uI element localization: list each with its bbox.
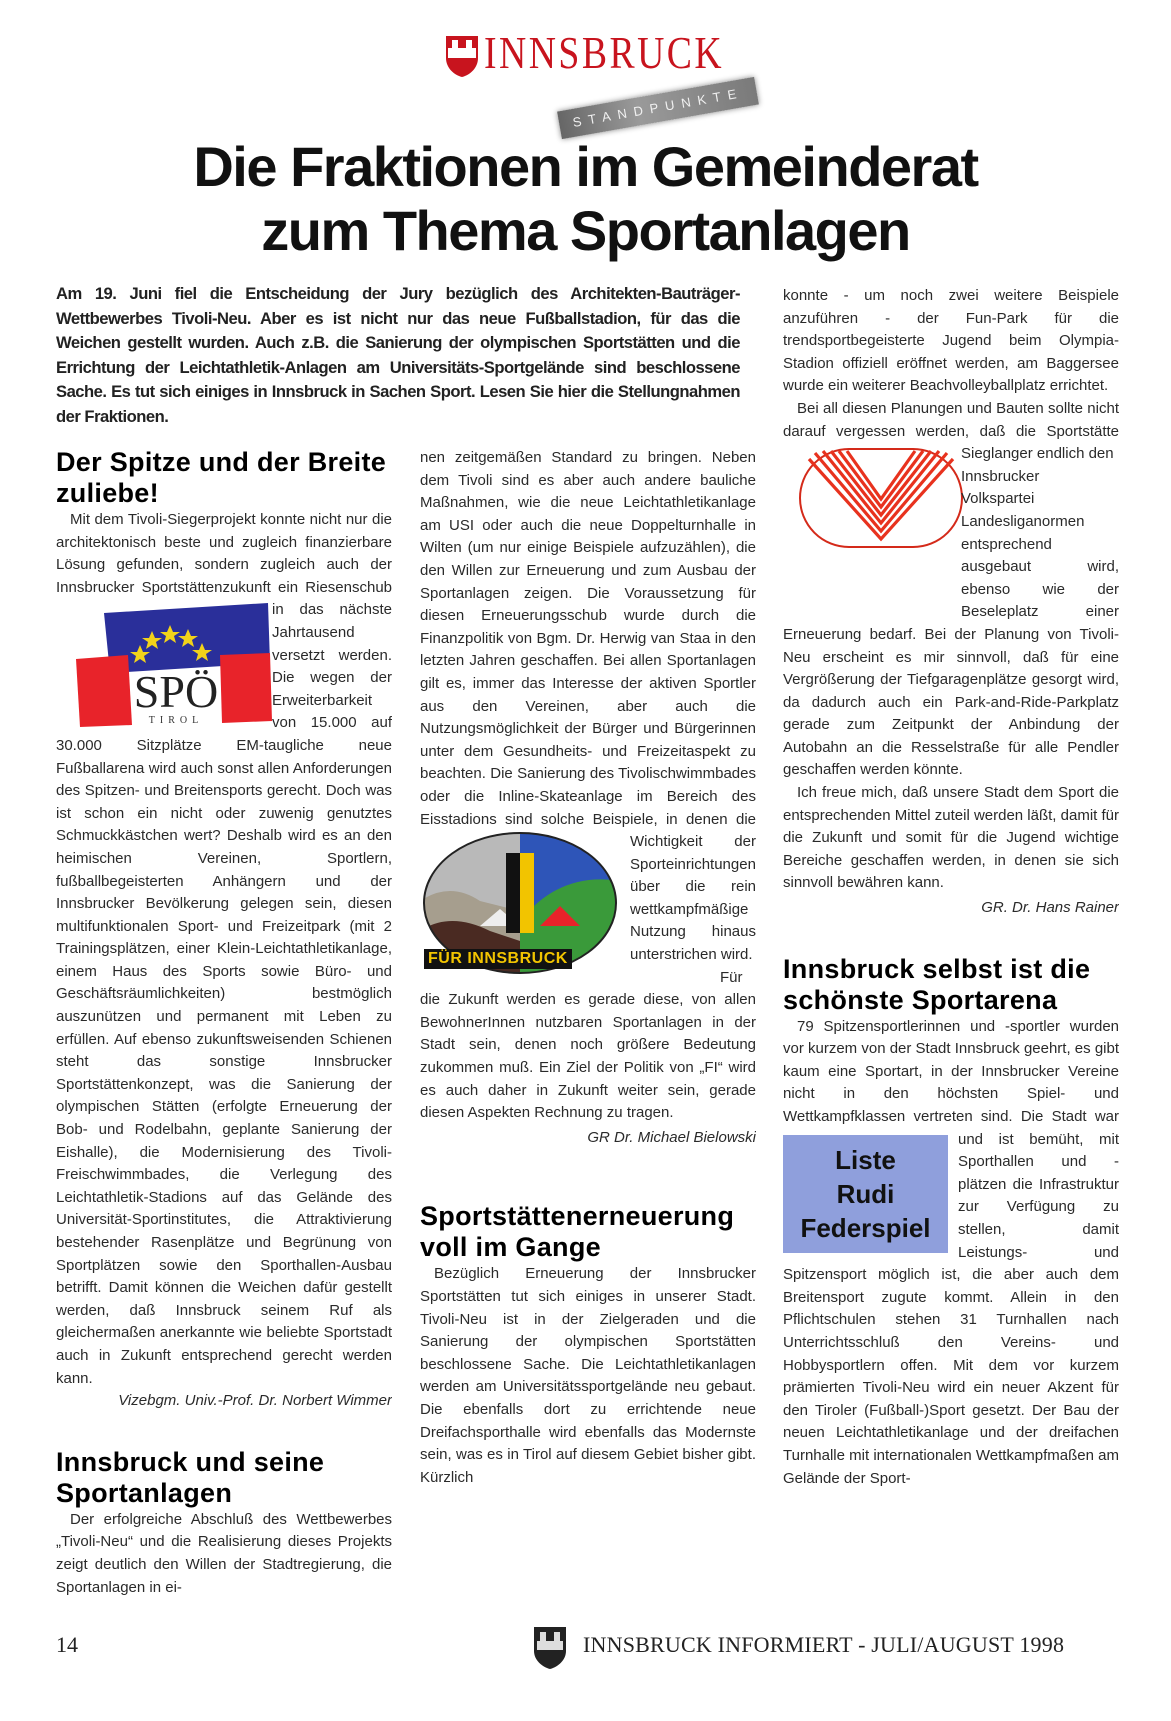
spacer (783, 920, 1119, 954)
fi-logo (420, 831, 620, 981)
article-body-oevp-p2 (783, 398, 1119, 466)
intro-paragraph: Am 19. Juni fiel die Entscheidung der Jury bezüglich des Architekten-Bauträger-Wettbewerbes Tivoli-Neu. Aber es ist nicht nur das neue Fußballstadion, für das die Weichen gestellt wurden. Auch z.B. die Sanierung der olympischen Sportstätten und die Errichtung der Leichtathletik-Anlagen am Universitäts-Sportgelände sind beschlossene Sache. Es tut sich einiges in Innsbruck in Sachen Sport. Lesen Sie hier die Stellungnahmen der Fraktionen. (56, 284, 740, 426)
article-body-oevp-start: Bezüglich Erneuerung der Innsbrucker Sportstätten tut sich einiges in unserer Stadt. Tivoli-Neu ist in der Zielgeraden und die Sanierung der olympischen Sportstätten beschlossene Sache. Die Leichtathletikanlagen werden am Universitätssportgelände neu gebaut. Die ebenfalls dort zu errichtende neue Dreifachsporthalle wird ebenfalls das Modernste sein, was es in Tirol auf diesem Gebiet bisher gibt. Kürzlich (420, 1265, 756, 1486)
page-title-line1: Die Fraktionen im Gemeinderat (193, 135, 978, 198)
innsbruck-crest-icon (533, 1626, 567, 1670)
oevp-logo-line1: Innsbrucker (961, 467, 1040, 485)
column-3 (783, 285, 1119, 1602)
liste-federspiel-logo (783, 1135, 948, 1253)
article-body-spoe (56, 509, 392, 1390)
text: nen zeitgemäßen Standard zu bringen. Neben dem Tivoli sind es aber auch andere bauliche Maßnahmen, wie die neue Leichtathletikanlage am USI oder auch die neue Doppelturnhalle in Wilten (um nur einige Beispiele aufzuzählen), die den Willen zur Erneuerung und zum Ausbau der Sportanlagen zeigen. Die Voraussetzung für diesen Erneuerungsschub wurde durch die Finanzpolitik von Bgm. Dr. Herwig van Staa in den letzten Jahren geschaffen. Bei allen Sportanlagen gilt es, immer das Interesse der aktiven Sportler aus den Vereinen, aber auch die Nutzungsmöglichkeit der Bürger und Bürgerinnen unter dem Gesundheits- und Freizeitaspekt zu beachten. Die Sanierung des Tivolischwimmbades oder die Inline-Skateanlage im Bereich des Eisstadions sind solche Beispiele, in denen die (420, 449, 756, 828)
masthead-logo (440, 24, 780, 132)
oevp-logo (783, 443, 951, 603)
fi-logo-label: FÜR INNSBRUCK (424, 949, 572, 969)
article-heading-oevp: Sportstättenerneuerung voll im Gange (420, 1201, 735, 1263)
article-heading-federspiel: Innsbruck selbst ist die schönste Sportarena (783, 953, 1091, 1015)
text: Landesliganormen entsprechend ausgebaut wird, ebenso wie der Beseleplatz einer Erneuerung bedarf. Bei der Planung von Tivoli-Neu erscheint es mir sinnvoll, daß für eine Vergrößerung der Tiefgaragenplätze gesorgt wird, da dadurch auch ein Park-and-Ride-Parkplatz gerade zum Zeitpunkt der Anbindung der Autobahn an die Resselstraße für alle Pendler geschaffen werden könnte. (783, 512, 1119, 779)
page-title-line2: zum Thema Sportanlagen (261, 199, 910, 262)
article-body-fi-start: Der erfolgreiche Abschluß des Wettbewerbes „Tivoli-Neu“ und die Realisierung dieses Projekts zeigt deutlich den Willen der Stadtregierung, die Sportanlagen in ei- (56, 1510, 392, 1596)
article-heading-fi: Innsbruck und seine Sportanlagen (56, 1446, 325, 1508)
column-2 (420, 447, 756, 1602)
text: Wichtigkeit der Sporteinrichtungen über die rein wettkampfmäßige Nutzung hinaus unterstrichen wird. (630, 833, 756, 964)
article-body-oevp-p3: Ich freue mich, daß unsere Stadt dem Sport die entsprechenden Mittel zuteil werden läßt, damit für die Zukunft und somit für die Jugend wichtige Bereiche geschaffen werden, in denen sie sich sinnvoll bewähren kann. (783, 784, 1119, 892)
liste-logo-line1: Liste (835, 1144, 896, 1175)
spacer (56, 1413, 392, 1447)
column-1 (56, 447, 392, 1602)
signature-oevp: GR. Dr. Hans Rainer (981, 899, 1119, 917)
article-body-federspiel (783, 1016, 1119, 1490)
spoe-logo-region: TIROL (148, 715, 204, 727)
masthead-subtitle: STANDPUNKTE (571, 85, 745, 130)
liste-logo-line3: Federspiel (800, 1212, 931, 1243)
spacer (420, 1149, 756, 1201)
text: 79 Spitzensportlerinnen und -sportler wurden vor kurzem von der Stadt Innsbruck geehrt, es gibt kaum eine Sportart, in der Innsbrucker Vereine nicht in den höchsten Spiel- und Wettkampfklassen vertreten sind. Die Stadt war und ist bemüht, mit (783, 1017, 1119, 1148)
masthead-title: INNSBRUCK (484, 27, 725, 78)
liste-logo-line2: Rudi (836, 1178, 895, 1209)
text: Mit dem Tivoli-Siegerprojekt konnte nicht nur die architektonisch beste und zugleich finanzierbare Lösung gefunden, sondern zugleich auch der Innsbrucker Sportstättenzukunft (56, 511, 392, 596)
article-body-fi-p2: Für die Zukunft werden es gerade diese, von allen BewohnerInnen nutzbaren Sportanlagen in der Stadt sein, denen noch größere Bedeutung zukommen muß. Ein Ziel der Politik von „FI“ wird es auch daher in Zukunft weiter sein, gerade diesen Aspekten Rechnung zu tragen. (420, 968, 756, 1122)
innsbruck-crest-icon (444, 34, 480, 78)
signature-spoe: Vizebgm. Univ.-Prof. Dr. Norbert Wimmer (118, 1392, 392, 1410)
spoe-logo-text: SPÖ (133, 666, 219, 718)
page-title (0, 135, 1171, 263)
oevp-logo-line2: Volkspartei (961, 490, 1035, 508)
page-number: 14 (56, 1632, 78, 1657)
publication-footer: INNSBRUCK INFORMIERT - JULI/AUGUST 1998 (583, 1632, 1065, 1657)
masthead-tape (557, 77, 759, 139)
text: ein Riesenschub in das nächste Jahrtausend versetzt werden. Die wegen der Erweiterbarkeit von 15.000 auf 30.000 Sitzplätze EM-taugliche neue Fußballarena wird auch sonst allen Anforderungen des Spitzen- und Breitensports gerecht. Doch was ist schon ein nicht oder zuwenig genutztes Schmuckkästchen wert? Deshalb wird es an den heimischen Vereinen, Sportlern, fußballbegeisterten Anhängern und der Innsbrucker Bevölkerung gelegen sein, diesen multifunktionalen Sport- und Freizeitpark (mit 2 Trainingsplätzen, einer Klein-Leichtathletikanlage, einem Haus des Sports sowie Büro- und Geschäftsräumlichkeiten) bestmöglich auszunützen und permanent mit Leben zu erfüllen. Auf ebenso zukunftsweisenden Schienen steht das sonstige Innsbrucker Sportstättenkonzept, was die Sanierung der olympischen Stätten (erfolgte Erneuerung der Bob- und Rodelbahn, geplante Sanierung der Eishalle), die Modernisierung des Tivoli-Freischwimmbades, die Verlegung des Leichtathletik-Stadions auf das Gelände des Universität-Sportinstitutes, die Attraktivierung bestehender Rasenplätze und Begrünung von Sportplätzen sowie den Sporthallen-Ausbau betrifft. Damit können die Weichen dafür gestellt werden, daß Innsbruck seinem Ruf als gleichermaßen anerkannte wie beliebte Sportstadt auch in Zukunft entsprechend gerecht werden kann. (56, 578, 392, 1387)
signature-fi: GR Dr. Michael Bielowski (587, 1128, 756, 1146)
article-body-oevp: konnte - um noch zwei weitere Beispiele anzuführen - der Fun-Park für die trendsportbegeisterte Jugend beim Olympia-Stadion offiziell eröffnet werden, am Baggersee wurde ein weiterer Beachvolleyballplatz errichtet. (783, 287, 1119, 395)
text: Sporthallen und -plätzen die Infrastruktur zur Verfügung zu stellen, damit Leistungs- und Spitzensport möglich ist, die aber auch dem Breitensport zugute kommt. Allein in den Pflichtschulen stehen 31 Turnhallen nach Unterrichtsschluß den Vereins- und Hobbysportlern offen. Mit dem vor kurzem prämierten Tivoli-Neu wird ein neuer Akzent für den Tiroler (Fußball-)Sport gesetzt. Der Bau der neuen Leichtathletikanlage und der dreifachen Turnhalle mit internationalen Wettkampfmaßen am Gelände der Sport- (783, 1153, 1119, 1487)
article-body-fi (420, 447, 756, 967)
spoe-logo (56, 599, 262, 729)
text: Bei all diesen Planungen und Bauten sollte nicht darauf vergessen werden, daß die Sportstätte Sieglanger endlich den (783, 399, 1119, 463)
article-heading-spoe: Der Spitze und der Breite zuliebe! (56, 447, 387, 508)
